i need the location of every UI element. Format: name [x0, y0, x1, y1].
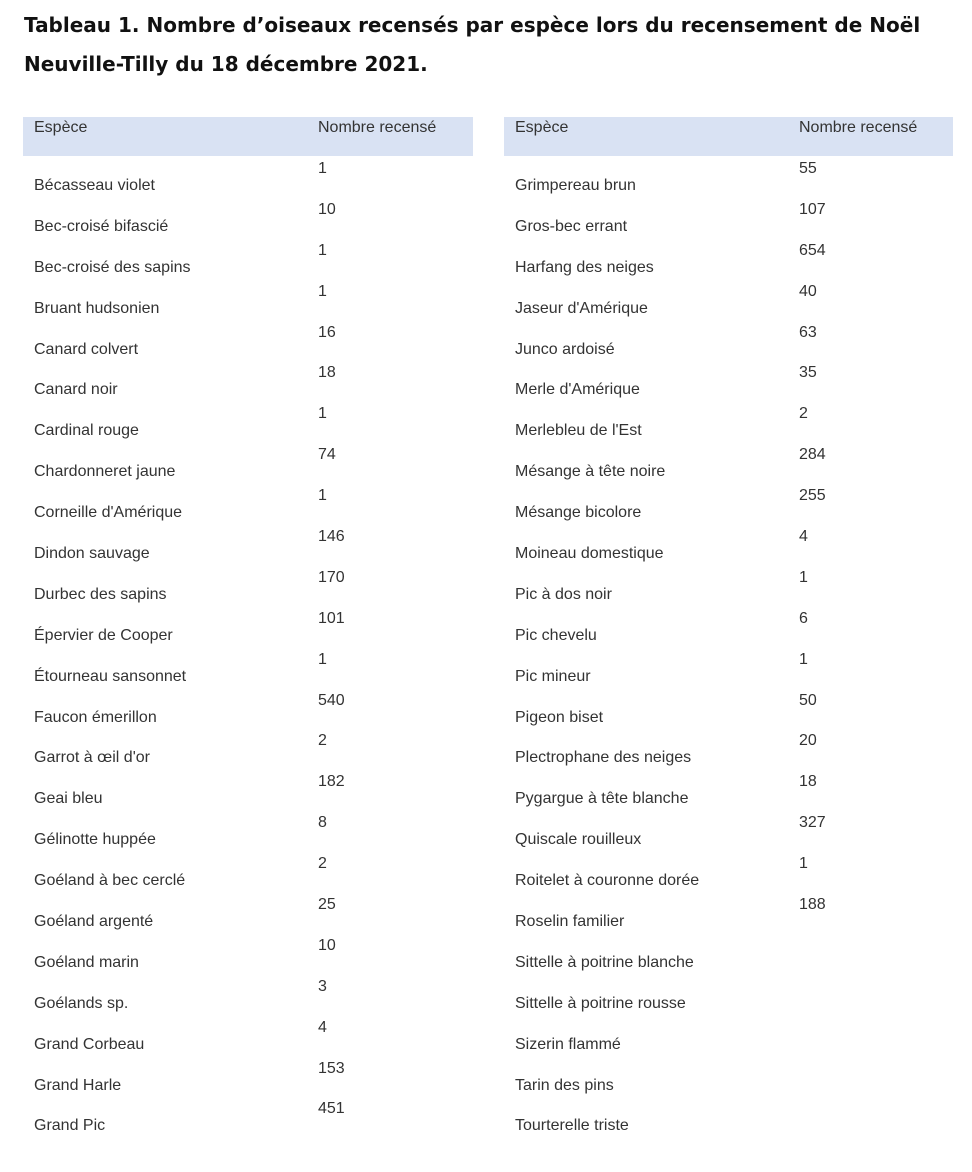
table-row: [23, 156, 473, 197]
count-cell: 40: [799, 282, 817, 300]
table-row: [504, 851, 953, 892]
table-row: [23, 810, 473, 851]
table-row: [504, 769, 953, 810]
table-row: [504, 606, 953, 647]
table-row: [504, 442, 953, 483]
count-cell: 2: [318, 855, 327, 873]
table-row: [504, 156, 953, 197]
count-cell: 1: [318, 405, 327, 423]
count-cell: 4: [318, 1018, 327, 1036]
species-cell: Roselin familier: [515, 913, 625, 931]
species-cell: Durbec des sapins: [34, 585, 167, 603]
species-cell: Corneille d'Amérique: [34, 504, 183, 522]
species-cell: Goélands sp.: [34, 994, 129, 1012]
table-row: [504, 524, 953, 565]
species-cell: Goéland à bec cerclé: [34, 872, 186, 890]
species-cell: Bruant hudsonien: [34, 299, 160, 317]
species-cell: Goéland argenté: [34, 913, 154, 931]
species-cell: Sittelle à poitrine blanche: [515, 953, 694, 971]
table-row: [23, 851, 473, 892]
species-cell: Faucon émerillon: [34, 708, 157, 726]
species-cell: Merle d'Amérique: [515, 381, 640, 399]
count-cell: 18: [318, 364, 336, 382]
species-cell: Gros-bec errant: [515, 217, 628, 235]
count-cell: 182: [318, 773, 345, 791]
species-cell: Épervier de Cooper: [34, 626, 173, 644]
species-table-right: [504, 117, 953, 1137]
species-cell: Pic mineur: [515, 667, 591, 685]
species-cell: Tarin des pins: [515, 1076, 614, 1094]
page-title: Tableau 1. Nombre d’oiseaux recensés par espèce lors du recensement de Noël Neuville-Tilly du 18 décembre 2021.: [24, 13, 921, 76]
species-cell: Pic chevelu: [515, 626, 597, 644]
count-cell: 146: [318, 528, 345, 546]
species-cell: Chardonneret jaune: [34, 463, 176, 481]
header-species: Espèce: [34, 119, 88, 136]
species-cell: Pic à dos noir: [515, 585, 612, 603]
table-row: [23, 688, 473, 729]
count-cell: 1: [318, 282, 327, 300]
table-row: [23, 279, 473, 320]
species-cell: Pygargue à tête blanche: [515, 790, 689, 808]
species-cell: Grand Pic: [34, 1117, 106, 1135]
count-cell: 8: [318, 814, 327, 832]
species-cell: Grand Harle: [34, 1076, 122, 1094]
count-cell: 18: [799, 773, 817, 791]
species-cell: Geai bleu: [34, 790, 103, 808]
count-cell: 74: [318, 446, 336, 464]
table-row: [504, 1015, 953, 1056]
species-cell: Sittelle à poitrine rousse: [515, 994, 686, 1012]
table-row: [504, 197, 953, 238]
count-cell: 1: [318, 160, 327, 177]
count-cell: 1: [318, 650, 327, 668]
count-cell: 170: [318, 568, 345, 586]
table-row: [23, 320, 473, 361]
table-row: [23, 769, 473, 810]
table-body: [23, 156, 473, 1137]
table-row: [23, 728, 473, 769]
table-row: [504, 238, 953, 279]
table-row: [504, 728, 953, 769]
count-cell: 107: [799, 200, 826, 218]
count-cell: 10: [318, 936, 336, 954]
table-row: [23, 606, 473, 647]
species-cell: Bec-croisé des sapins: [34, 258, 191, 276]
species-cell: Pigeon biset: [515, 708, 604, 726]
table-row: [23, 974, 473, 1015]
count-cell: 20: [799, 732, 817, 750]
species-cell: Cardinal rouge: [34, 422, 139, 440]
table-row: [504, 974, 953, 1015]
species-cell: Étourneau sansonnet: [34, 667, 187, 685]
count-cell: 4: [799, 528, 808, 546]
table-row: [504, 360, 953, 401]
table-row: [504, 647, 953, 688]
count-cell: 2: [318, 732, 327, 750]
count-cell: 1: [318, 487, 327, 505]
species-cell: Garrot à œil d'or: [34, 749, 150, 767]
table-row: [23, 197, 473, 238]
count-cell: 654: [799, 241, 826, 259]
species-cell: Tourterelle triste: [515, 1117, 629, 1135]
table-row: [23, 360, 473, 401]
table-row: [23, 238, 473, 279]
table-row: [23, 565, 473, 606]
species-cell: Dindon sauvage: [34, 545, 150, 563]
count-cell: 188: [799, 896, 826, 914]
table-row: [504, 892, 953, 933]
species-cell: Quiscale rouilleux: [515, 831, 642, 849]
species-cell: Gélinotte huppée: [34, 831, 156, 849]
species-cell: Grimpereau brun: [515, 177, 636, 194]
table-row: [23, 1096, 473, 1137]
header-count: Nombre recensé: [318, 119, 437, 136]
table-row: [23, 401, 473, 442]
table-row: [23, 933, 473, 974]
species-table-left: [23, 117, 473, 1137]
species-cell: Jaseur d'Amérique: [515, 299, 648, 317]
count-cell: 10: [318, 200, 336, 218]
species-cell: Goéland marin: [34, 953, 139, 971]
table-row: [504, 1056, 953, 1097]
count-cell: 3: [318, 977, 327, 995]
count-cell: 63: [799, 323, 817, 341]
header-count: Nombre recensé: [799, 119, 918, 136]
table-row: [23, 892, 473, 933]
species-cell: Canard noir: [34, 381, 118, 399]
count-cell: 50: [799, 691, 817, 709]
table-row: [504, 279, 953, 320]
species-cell: Junco ardoisé: [515, 340, 615, 358]
species-cell: Plectrophane des neiges: [515, 749, 692, 767]
count-cell: 1: [799, 650, 808, 668]
count-cell: 284: [799, 446, 826, 464]
species-cell: Canard colvert: [34, 340, 139, 358]
table-row: [23, 483, 473, 524]
species-cell: Harfang des neiges: [515, 258, 654, 276]
count-cell: 153: [318, 1059, 345, 1077]
table-row: [504, 401, 953, 442]
species-cell: Merlebleu de l'Est: [515, 422, 642, 440]
table-row: [504, 688, 953, 729]
table-row: [504, 483, 953, 524]
count-cell: 1: [799, 568, 808, 586]
species-cell: Grand Corbeau: [34, 1035, 145, 1053]
species-cell: Roitelet à couronne dorée: [515, 872, 700, 890]
count-cell: 540: [318, 691, 345, 709]
count-cell: 2: [799, 405, 808, 423]
count-cell: 101: [318, 609, 345, 627]
count-cell: 1: [318, 241, 327, 259]
table-row: [23, 647, 473, 688]
species-cell: Mésange à tête noire: [515, 463, 666, 481]
table-body: [504, 156, 953, 1137]
table-row: [23, 1015, 473, 1056]
count-cell: 451: [318, 1100, 345, 1118]
table-row: [504, 933, 953, 974]
species-cell: Sizerin flammé: [515, 1035, 621, 1053]
table-row: [23, 442, 473, 483]
table-row: [504, 320, 953, 361]
table-header: [23, 117, 473, 156]
table-row: [23, 524, 473, 565]
table-row: [504, 1096, 953, 1137]
count-cell: 255: [799, 487, 826, 505]
count-cell: 35: [799, 364, 817, 382]
species-cell: Bec-croisé bifascié: [34, 217, 169, 235]
count-cell: 25: [318, 896, 336, 914]
table-row: [23, 1056, 473, 1097]
table-row: [504, 565, 953, 606]
species-cell: Bécasseau violet: [34, 177, 155, 194]
species-cell: Mésange bicolore: [515, 504, 642, 522]
species-cell: Moineau domestique: [515, 545, 664, 563]
count-cell: 16: [318, 323, 336, 341]
count-cell: 327: [799, 814, 826, 832]
count-cell: 1: [799, 855, 808, 873]
count-cell: 6: [799, 609, 808, 627]
count-cell: 55: [799, 160, 817, 177]
header-species: Espèce: [515, 119, 569, 136]
table-row: [504, 810, 953, 851]
table-header: [504, 117, 953, 156]
